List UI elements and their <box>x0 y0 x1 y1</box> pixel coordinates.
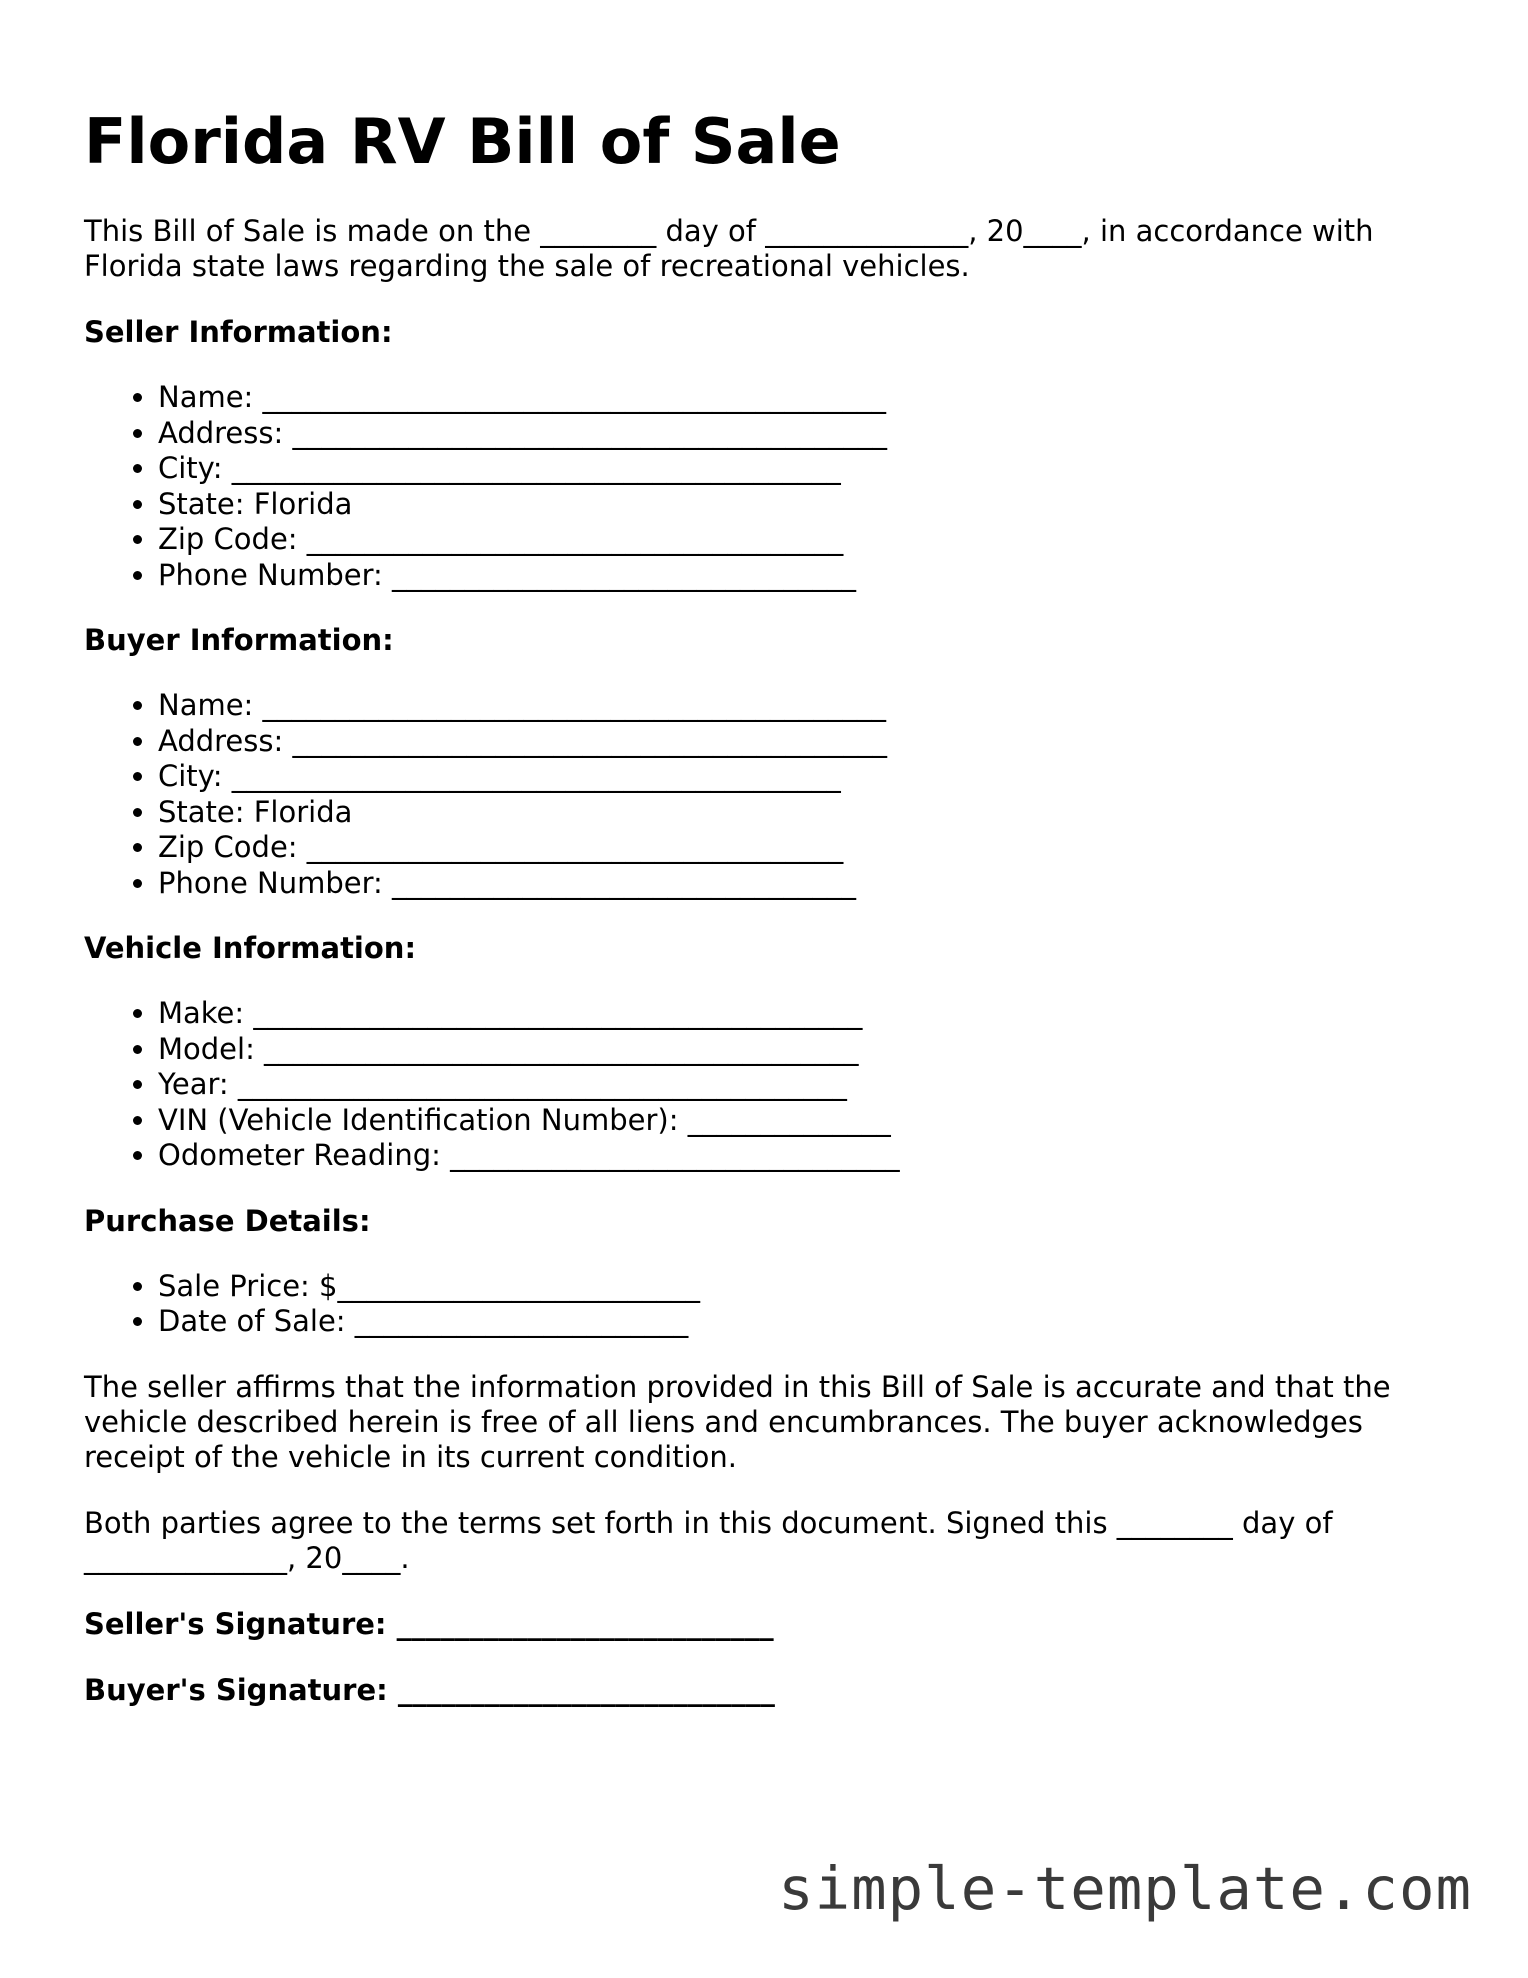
seller-city-field: • City: __________________________________________ <box>158 451 1454 487</box>
seller-list <box>84 380 1454 593</box>
seller-phone-field: • Phone Number: ________________________________ <box>158 558 1454 594</box>
buyer-phone-field: • Phone Number: ________________________________ <box>158 866 1454 902</box>
buyer-list <box>84 688 1454 901</box>
agreement-paragraph: Both parties agree to the terms set forth in this document. Signed this ________ day of ______________, 20____. <box>84 1505 1333 1575</box>
buyer-name-field: • Name: ___________________________________________ <box>158 688 1454 724</box>
purchase-list <box>84 1269 1454 1340</box>
sale-date-field: • Date of Sale: _______________________ <box>158 1304 1454 1340</box>
buyer-city-field: • City: __________________________________________ <box>158 759 1454 795</box>
watermark: simple-template.com <box>778 1854 1472 1923</box>
affirmation-paragraph: The seller affirms that the information provided in this Bill of Sale is accurate and that the vehicle described herein is free of all liens and encumbrances. The buyer acknowledges receipt of the vehicle in its current condition. <box>84 1369 1391 1474</box>
seller-heading: Seller Information: <box>84 315 393 349</box>
buyer-address-field: • Address: _________________________________________ <box>158 724 1454 760</box>
intro-paragraph: This Bill of Sale is made on the ________ day of ______________, 20____, in accordance with Florida state laws regarding the sale of recreational vehicles. <box>84 214 1374 283</box>
seller-state-field: • State: Florida <box>158 487 1454 523</box>
seller-signature-line: Seller's Signature: __________________________ <box>84 1606 774 1641</box>
buyer-state-field: • State: Florida <box>158 795 1454 831</box>
vehicle-model-field: • Model: _________________________________________ <box>158 1032 1454 1068</box>
vehicle-year-field: • Year: __________________________________________ <box>158 1067 1454 1103</box>
buyer-heading: Buyer Information: <box>84 623 394 657</box>
page-title: Florida RV Bill of Sale <box>84 105 841 178</box>
seller-address-field: • Address: _________________________________________ <box>158 416 1454 452</box>
seller-zip-field: • Zip Code: _____________________________________ <box>158 522 1454 558</box>
vehicle-make-field: • Make: __________________________________________ <box>158 996 1454 1032</box>
sale-price-field: • Sale Price: $_________________________ <box>158 1269 1454 1305</box>
vehicle-heading: Vehicle Information: <box>84 931 417 965</box>
vehicle-vin-field: • VIN (Vehicle Identification Number): ______________ <box>158 1103 1454 1139</box>
vehicle-list <box>84 996 1454 1174</box>
document-body <box>84 214 1454 1739</box>
vehicle-odometer-field: • Odometer Reading: _______________________________ <box>158 1138 1454 1174</box>
purchase-heading: Purchase Details: <box>84 1203 371 1238</box>
seller-name-field: • Name: ___________________________________________ <box>158 380 1454 416</box>
buyer-signature-line: Buyer's Signature: __________________________ <box>84 1672 775 1707</box>
buyer-zip-field: • Zip Code: _____________________________________ <box>158 830 1454 866</box>
